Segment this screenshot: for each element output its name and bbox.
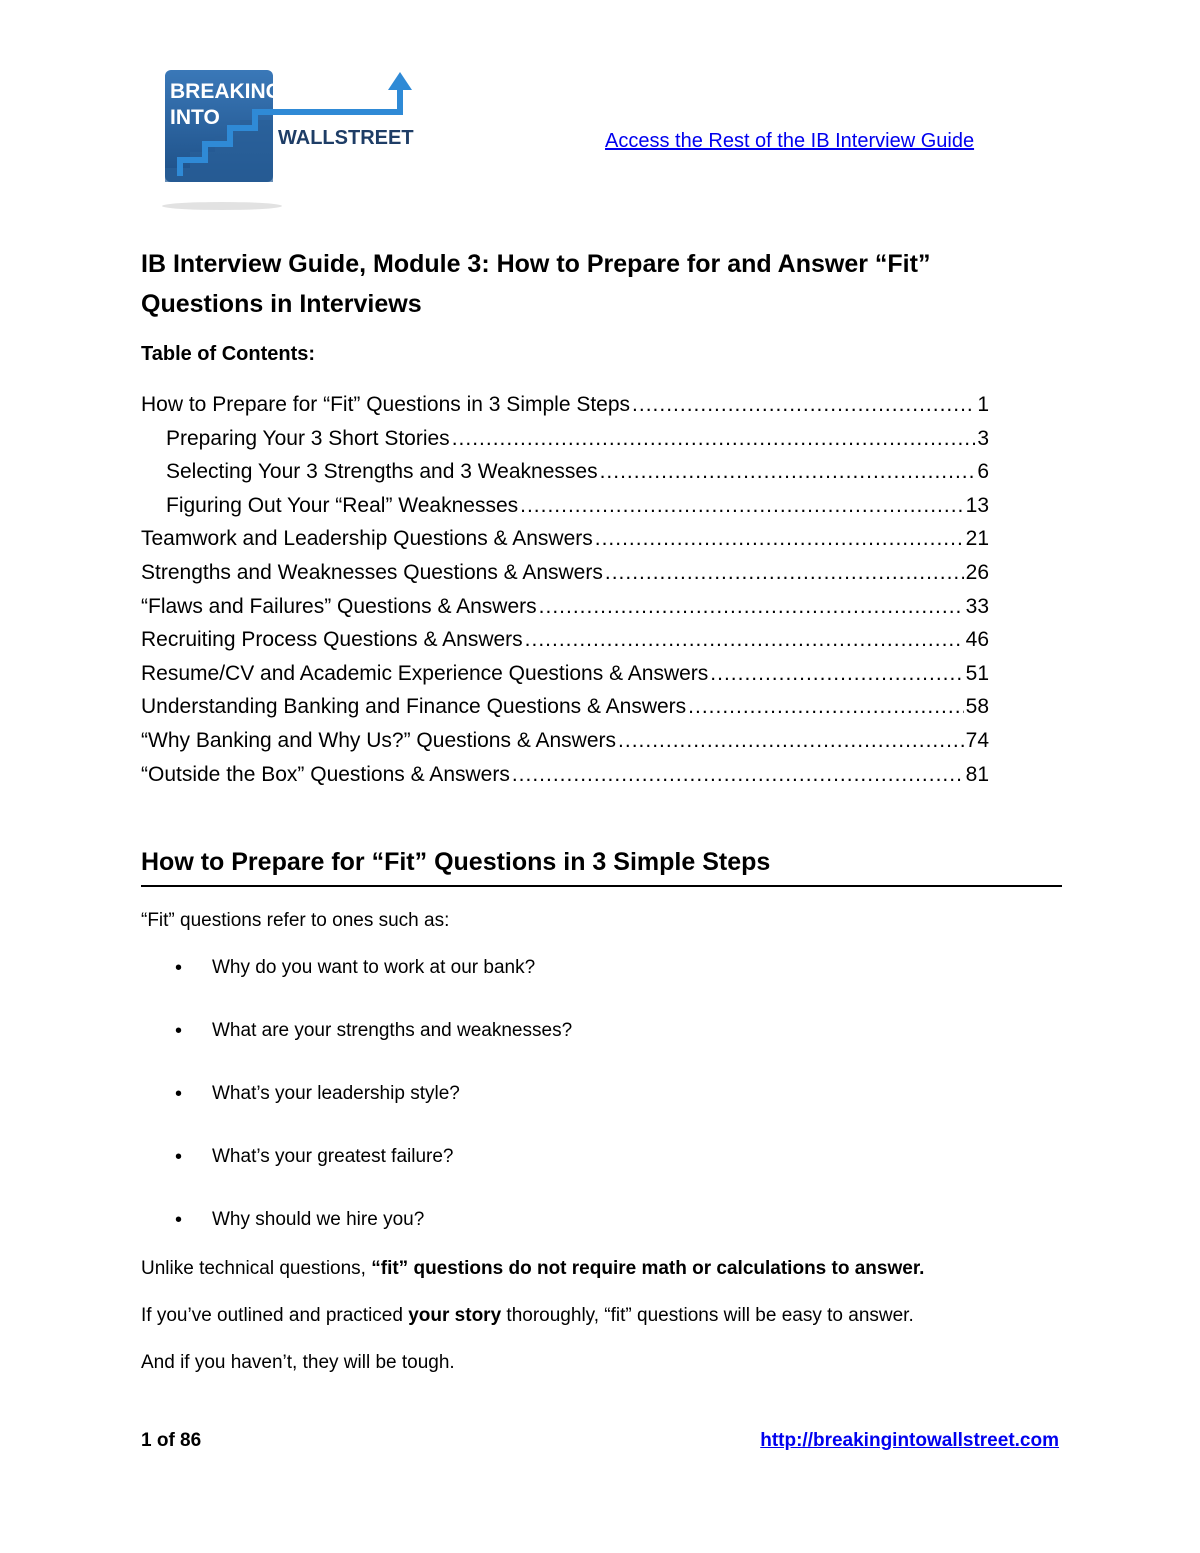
toc-entry-label: “Outside the Box” Questions & Answers xyxy=(141,762,510,786)
logo-line-2: INTO xyxy=(170,106,220,129)
list-item-text: What’s your leadership style? xyxy=(212,1083,460,1104)
toc-heading: Table of Contents: xyxy=(141,343,316,365)
toc-leader xyxy=(688,695,963,719)
toc-entry-page: 51 xyxy=(965,661,989,685)
paragraph-technical xyxy=(141,1258,924,1280)
logo-graphic xyxy=(160,68,430,218)
toc-entry[interactable] xyxy=(141,763,989,797)
toc-entry-page: 3 xyxy=(977,426,989,450)
intro-text: “Fit” questions refer to ones such as: xyxy=(141,910,450,931)
toc-leader xyxy=(710,662,963,686)
toc-leader xyxy=(595,527,964,551)
table-of-contents xyxy=(141,393,989,796)
toc-entry[interactable] xyxy=(141,662,989,696)
bullet-icon xyxy=(175,1020,212,1083)
toc-entry-label: Teamwork and Leadership Questions & Answers xyxy=(141,527,593,551)
list-item-text: Why should we hire you? xyxy=(212,1209,425,1230)
page-number: 1 of 86 xyxy=(141,1430,202,1451)
toc-entry[interactable] xyxy=(141,561,989,595)
toc-leader xyxy=(605,561,964,585)
toc-leader xyxy=(618,729,964,753)
toc-leader xyxy=(452,427,976,451)
logo-line-3: WALLSTREET xyxy=(278,127,414,149)
toc-entry-page: 6 xyxy=(977,460,989,484)
toc-entry-label: How to Prepare for “Fit” Questions in 3 Simple Steps xyxy=(141,393,631,416)
toc-entry[interactable] xyxy=(141,527,989,561)
section-heading: How to Prepare for “Fit” Questions in 3 Simple Steps xyxy=(141,848,1062,887)
toc-entry-page: 81 xyxy=(965,762,989,786)
toc-entry-page: 21 xyxy=(965,527,989,551)
question-list xyxy=(175,957,572,1272)
toc-leader xyxy=(525,628,964,652)
list-item xyxy=(175,1083,572,1146)
toc-entry-label: Strengths and Weaknesses Questions & Answers xyxy=(141,560,603,584)
toc-leader xyxy=(539,595,964,619)
list-item-text: What are your strengths and weaknesses? xyxy=(212,1020,573,1041)
toc-entry-label: Selecting Your 3 Strengths and 3 Weaknesses xyxy=(166,460,598,484)
toc-entry-page: 33 xyxy=(965,594,989,618)
toc-entry[interactable] xyxy=(141,460,989,494)
paragraph-emphasis: “fit” questions do not require math or calculations to answer. xyxy=(371,1258,925,1279)
site-link[interactable]: http://breakingintowallstreet.com xyxy=(760,1430,1059,1451)
paragraph-text: thoroughly, “fit” questions will be easy to answer. xyxy=(501,1305,914,1326)
list-item xyxy=(175,1146,572,1209)
bullet-icon xyxy=(175,957,212,1020)
toc-entry[interactable] xyxy=(141,729,989,763)
list-item xyxy=(175,957,572,1020)
toc-entry[interactable] xyxy=(141,595,989,629)
toc-leader xyxy=(520,494,964,518)
toc-entry-page: 58 xyxy=(965,695,989,719)
toc-entry-page: 74 xyxy=(965,728,989,752)
toc-entry-label: Understanding Banking and Finance Questions & Answers xyxy=(141,695,687,719)
paragraph-text: Unlike technical questions, xyxy=(141,1258,372,1279)
toc-leader xyxy=(600,460,976,484)
toc-leader xyxy=(632,393,975,417)
toc-entry-page: 46 xyxy=(965,628,989,652)
list-item-text: What’s your greatest failure? xyxy=(212,1146,454,1167)
toc-entry-label: “Why Banking and Why Us?” Questions & Answers xyxy=(141,728,617,752)
access-guide-link[interactable]: Access the Rest of the IB Interview Guide xyxy=(605,130,975,152)
toc-entry[interactable] xyxy=(141,427,989,461)
toc-entry-label: Figuring Out Your “Real” Weaknesses xyxy=(166,493,519,517)
bullet-icon xyxy=(175,1083,212,1146)
toc-entry[interactable] xyxy=(141,494,989,528)
toc-entry-page: 26 xyxy=(965,560,989,584)
toc-entry[interactable] xyxy=(141,393,989,427)
paragraph-text: If you’ve outlined and practiced xyxy=(141,1305,409,1326)
toc-entry-page: 1 xyxy=(977,393,989,416)
paragraph-emphasis: your story xyxy=(408,1305,502,1326)
list-item-text: Why do you want to work at our bank? xyxy=(212,957,536,978)
toc-entry-label: Recruiting Process Questions & Answers xyxy=(141,628,523,652)
logo-line-1: BREAKING xyxy=(170,80,283,103)
toc-entry-label: Preparing Your 3 Short Stories xyxy=(166,426,450,450)
paragraph-tough: And if you haven’t, they will be tough. xyxy=(141,1352,455,1373)
toc-leader xyxy=(512,763,964,787)
toc-entry-label: Resume/CV and Academic Experience Questions & Answers xyxy=(141,661,709,685)
toc-entry-label: “Flaws and Failures” Questions & Answers xyxy=(141,594,537,618)
toc-entry[interactable] xyxy=(141,628,989,662)
document-title: IB Interview Guide, Module 3: How to Prepare for and Answer “Fit” Questions in Interviews xyxy=(141,250,931,318)
bullet-icon xyxy=(175,1146,212,1209)
list-item xyxy=(175,1020,572,1083)
toc-entry[interactable] xyxy=(141,695,989,729)
toc-entry-page: 13 xyxy=(965,493,989,517)
paragraph-story xyxy=(141,1305,914,1327)
breaking-into-wallstreet-logo xyxy=(160,68,430,218)
